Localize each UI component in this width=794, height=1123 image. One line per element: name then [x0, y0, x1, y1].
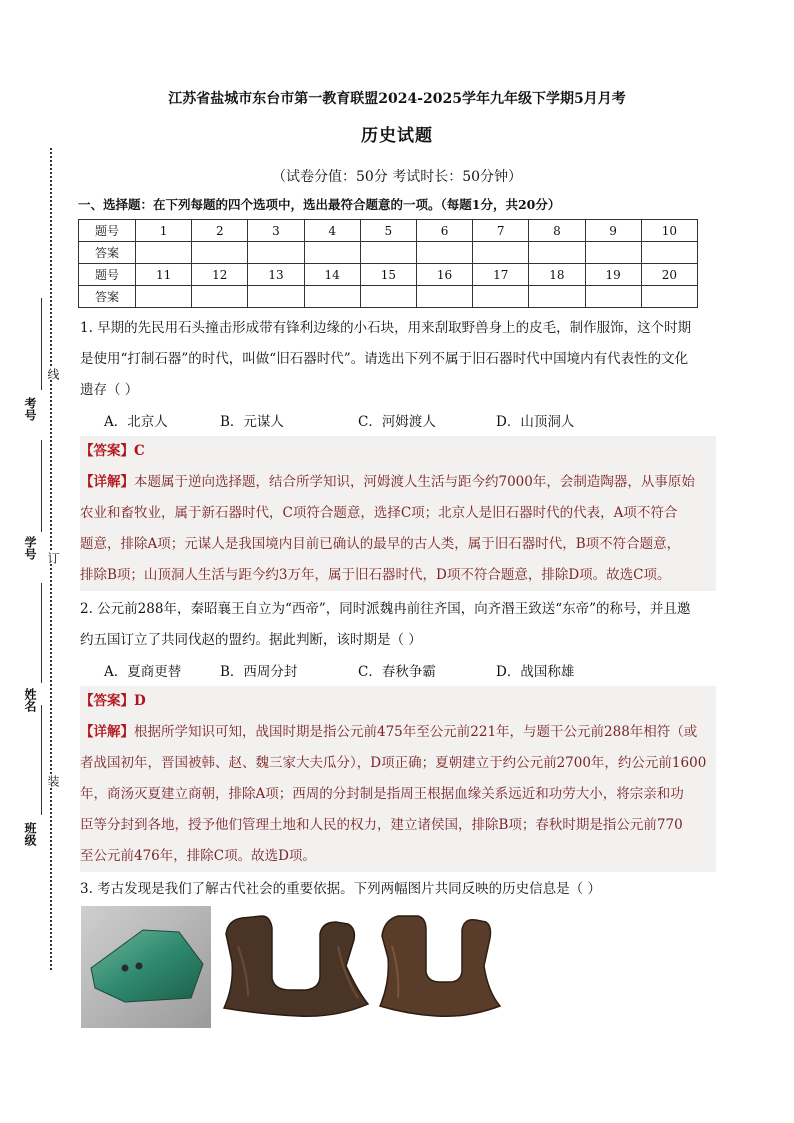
binding-mark-bind: 订 [46, 552, 60, 564]
table-cell: 7 [473, 220, 529, 242]
answer-cell[interactable] [529, 242, 585, 264]
binding-mark-install: 装 [46, 775, 60, 787]
jade-artifact-svg [81, 906, 211, 1028]
option-a[interactable]: A．夏商更替 [104, 664, 182, 680]
table-cell: 15 [360, 264, 416, 286]
detail-tag: 【详解】 [80, 474, 134, 490]
answer-cell[interactable] [192, 242, 248, 264]
answer-cell[interactable] [473, 242, 529, 264]
table-cell: 16 [416, 264, 472, 286]
answer-cell[interactable] [304, 242, 360, 264]
answer-cell[interactable] [136, 286, 192, 308]
section-heading: 一、选择题：在下列每题的四个选项中，选出最符合题意的一项。（每题1分，共20分） [78, 197, 561, 212]
table-row [79, 286, 698, 308]
option-a[interactable]: A．北京人 [104, 414, 168, 430]
option-b[interactable]: B．西周分封 [220, 664, 298, 680]
answer-cell[interactable] [136, 242, 192, 264]
exam-number-label: 考号 [23, 397, 37, 421]
answer-cell[interactable] [248, 242, 304, 264]
exam-title: 江苏省盐城市东台市第一教育联盟2024-2025学年九年级下学期5月月考 [168, 91, 626, 107]
answer-tag: 【答案】 [80, 443, 134, 459]
exam-info: （试卷分值：50分 考试时长：50分钟） [271, 169, 523, 185]
iron-tool-image-1 [218, 906, 388, 1026]
table-cell: 8 [529, 220, 585, 242]
exam-number-line [41, 298, 42, 390]
table-row [79, 264, 698, 286]
option-d[interactable]: D．山顶洞人 [496, 414, 575, 430]
question-line: 约五国订立了共同伐赵的盟约。据此判断，该时期是（ ） [80, 632, 422, 648]
jade-artifact-image [81, 906, 211, 1028]
table-cell: 13 [248, 264, 304, 286]
answer-cell[interactable] [360, 242, 416, 264]
option-c[interactable]: C．春秋争霸 [358, 664, 436, 680]
subject-title: 历史试题 [361, 126, 433, 146]
question-2-options [104, 660, 574, 680]
option-c[interactable]: C．河姆渡人 [358, 414, 436, 430]
answer-cell[interactable] [192, 286, 248, 308]
detail-line: 根据所学知识可知，战国时期是指公元前475年至公元前221年，与题干公元前288年相符（或 [134, 724, 698, 740]
question-1-options [104, 410, 574, 430]
table-cell: 14 [304, 264, 360, 286]
student-number-line [41, 440, 42, 532]
table-cell: 题号 [79, 220, 136, 242]
answer-cell[interactable] [360, 286, 416, 308]
answer-cell[interactable] [641, 242, 697, 264]
table-row [79, 242, 698, 264]
question-line: 3. 考古发现是我们了解古代社会的重要依据。下列两幅图片共同反映的历史信息是（ ） [80, 881, 601, 897]
option-b[interactable]: B．元谋人 [220, 414, 284, 430]
answer-cell[interactable] [585, 286, 641, 308]
question-1-answer-box [80, 436, 716, 591]
answer-cell[interactable] [304, 286, 360, 308]
detail-line: 臣等分封到各地，授予他们管理土地和人民的权力，建立诸侯国，排除B项；春秋时期是指公元前770 [80, 817, 683, 833]
question-2-answer-box [80, 686, 716, 872]
detail-line: 题意，排除A项；元谋人是我国境内目前已确认的最早的古人类，属于旧石器时代，B项不符合题意， [80, 536, 681, 552]
table-cell: 9 [585, 220, 641, 242]
table-cell: 5 [360, 220, 416, 242]
name-line [41, 583, 42, 683]
question-line: 遗存（ ） [80, 382, 139, 398]
table-cell: 答案 [79, 286, 136, 308]
iron-tool-image-2 [376, 906, 506, 1026]
question-3-stem [80, 874, 716, 905]
table-cell: 答案 [79, 242, 136, 264]
detail-tag: 【详解】 [80, 724, 134, 740]
detail-line: 者战国初年，晋国被韩、赵、魏三家大夫瓜分），D项正确；夏朝建立于约公元前2700年，约公元前1600 [80, 755, 707, 771]
table-cell: 2 [192, 220, 248, 242]
table-cell: 4 [304, 220, 360, 242]
binding-mark-line: 线 [46, 368, 60, 380]
detail-line: 年，商汤灭夏建立商朝，排除A项；西周的分封制是指周王根据血缘关系远近和功劳大小，将宗亲和功 [80, 786, 684, 802]
table-cell: 11 [136, 264, 192, 286]
table-cell: 18 [529, 264, 585, 286]
detail-line: 排除B项；山顶洞人生活与距今约3万年，属于旧石器时代，D项不符合题意，排除D项。故选C项。 [80, 567, 671, 583]
answer-cell[interactable] [529, 286, 585, 308]
student-number-label: 学号 [23, 536, 37, 560]
name-label: 姓名 [23, 688, 37, 712]
answer-cell[interactable] [416, 286, 472, 308]
answer-value: D [134, 693, 146, 709]
table-cell: 19 [585, 264, 641, 286]
detail-line: 本题属于逆向选择题，结合所学知识，河姆渡人生活与距今约7000年，会制造陶器，从事原始 [134, 474, 695, 490]
table-cell: 1 [136, 220, 192, 242]
answer-cell[interactable] [248, 286, 304, 308]
question-1-stem [80, 313, 716, 406]
class-label: 班级 [23, 822, 37, 846]
question-line: 1. 早期的先民用石头撞击形成带有锋利边缘的小石块，用来刮取野兽身上的皮毛，制作服饰，这个时期 [80, 320, 692, 336]
class-line [41, 705, 42, 815]
answer-table [78, 219, 698, 308]
table-cell: 20 [641, 264, 697, 286]
detail-line: 农业和畜牧业，属于新石器时代，C项符合题意，选择C项；北京人是旧石器时代的代表，A项不符合 [80, 505, 678, 521]
answer-value: C [134, 443, 145, 459]
iron-tool-svg-2 [376, 906, 506, 1026]
table-cell: 12 [192, 264, 248, 286]
table-cell: 3 [248, 220, 304, 242]
table-cell: 6 [416, 220, 472, 242]
answer-cell[interactable] [416, 242, 472, 264]
detail-line: 至公元前476年，排除C项。故选D项。 [80, 848, 316, 864]
option-d[interactable]: D．战国称雄 [496, 664, 575, 680]
question-line: 2. 公元前288年，秦昭襄王自立为“西帝”，同时派魏冉前往齐国，向齐湣王致送“东帝”的称号，并且邀 [80, 601, 691, 617]
answer-tag: 【答案】 [80, 693, 134, 709]
table-cell: 17 [473, 264, 529, 286]
question-line: 是使用“打制石器”的时代，叫做“旧石器时代”。请选出下列不属于旧石器时代中国境内有代表性的文化 [80, 351, 689, 367]
iron-tool-svg-1 [218, 906, 388, 1026]
answer-cell[interactable] [641, 286, 697, 308]
answer-cell[interactable] [585, 242, 641, 264]
table-row [79, 220, 698, 242]
table-cell: 10 [641, 220, 697, 242]
answer-cell[interactable] [473, 286, 529, 308]
question-2-stem [80, 594, 716, 656]
table-cell: 题号 [79, 264, 136, 286]
